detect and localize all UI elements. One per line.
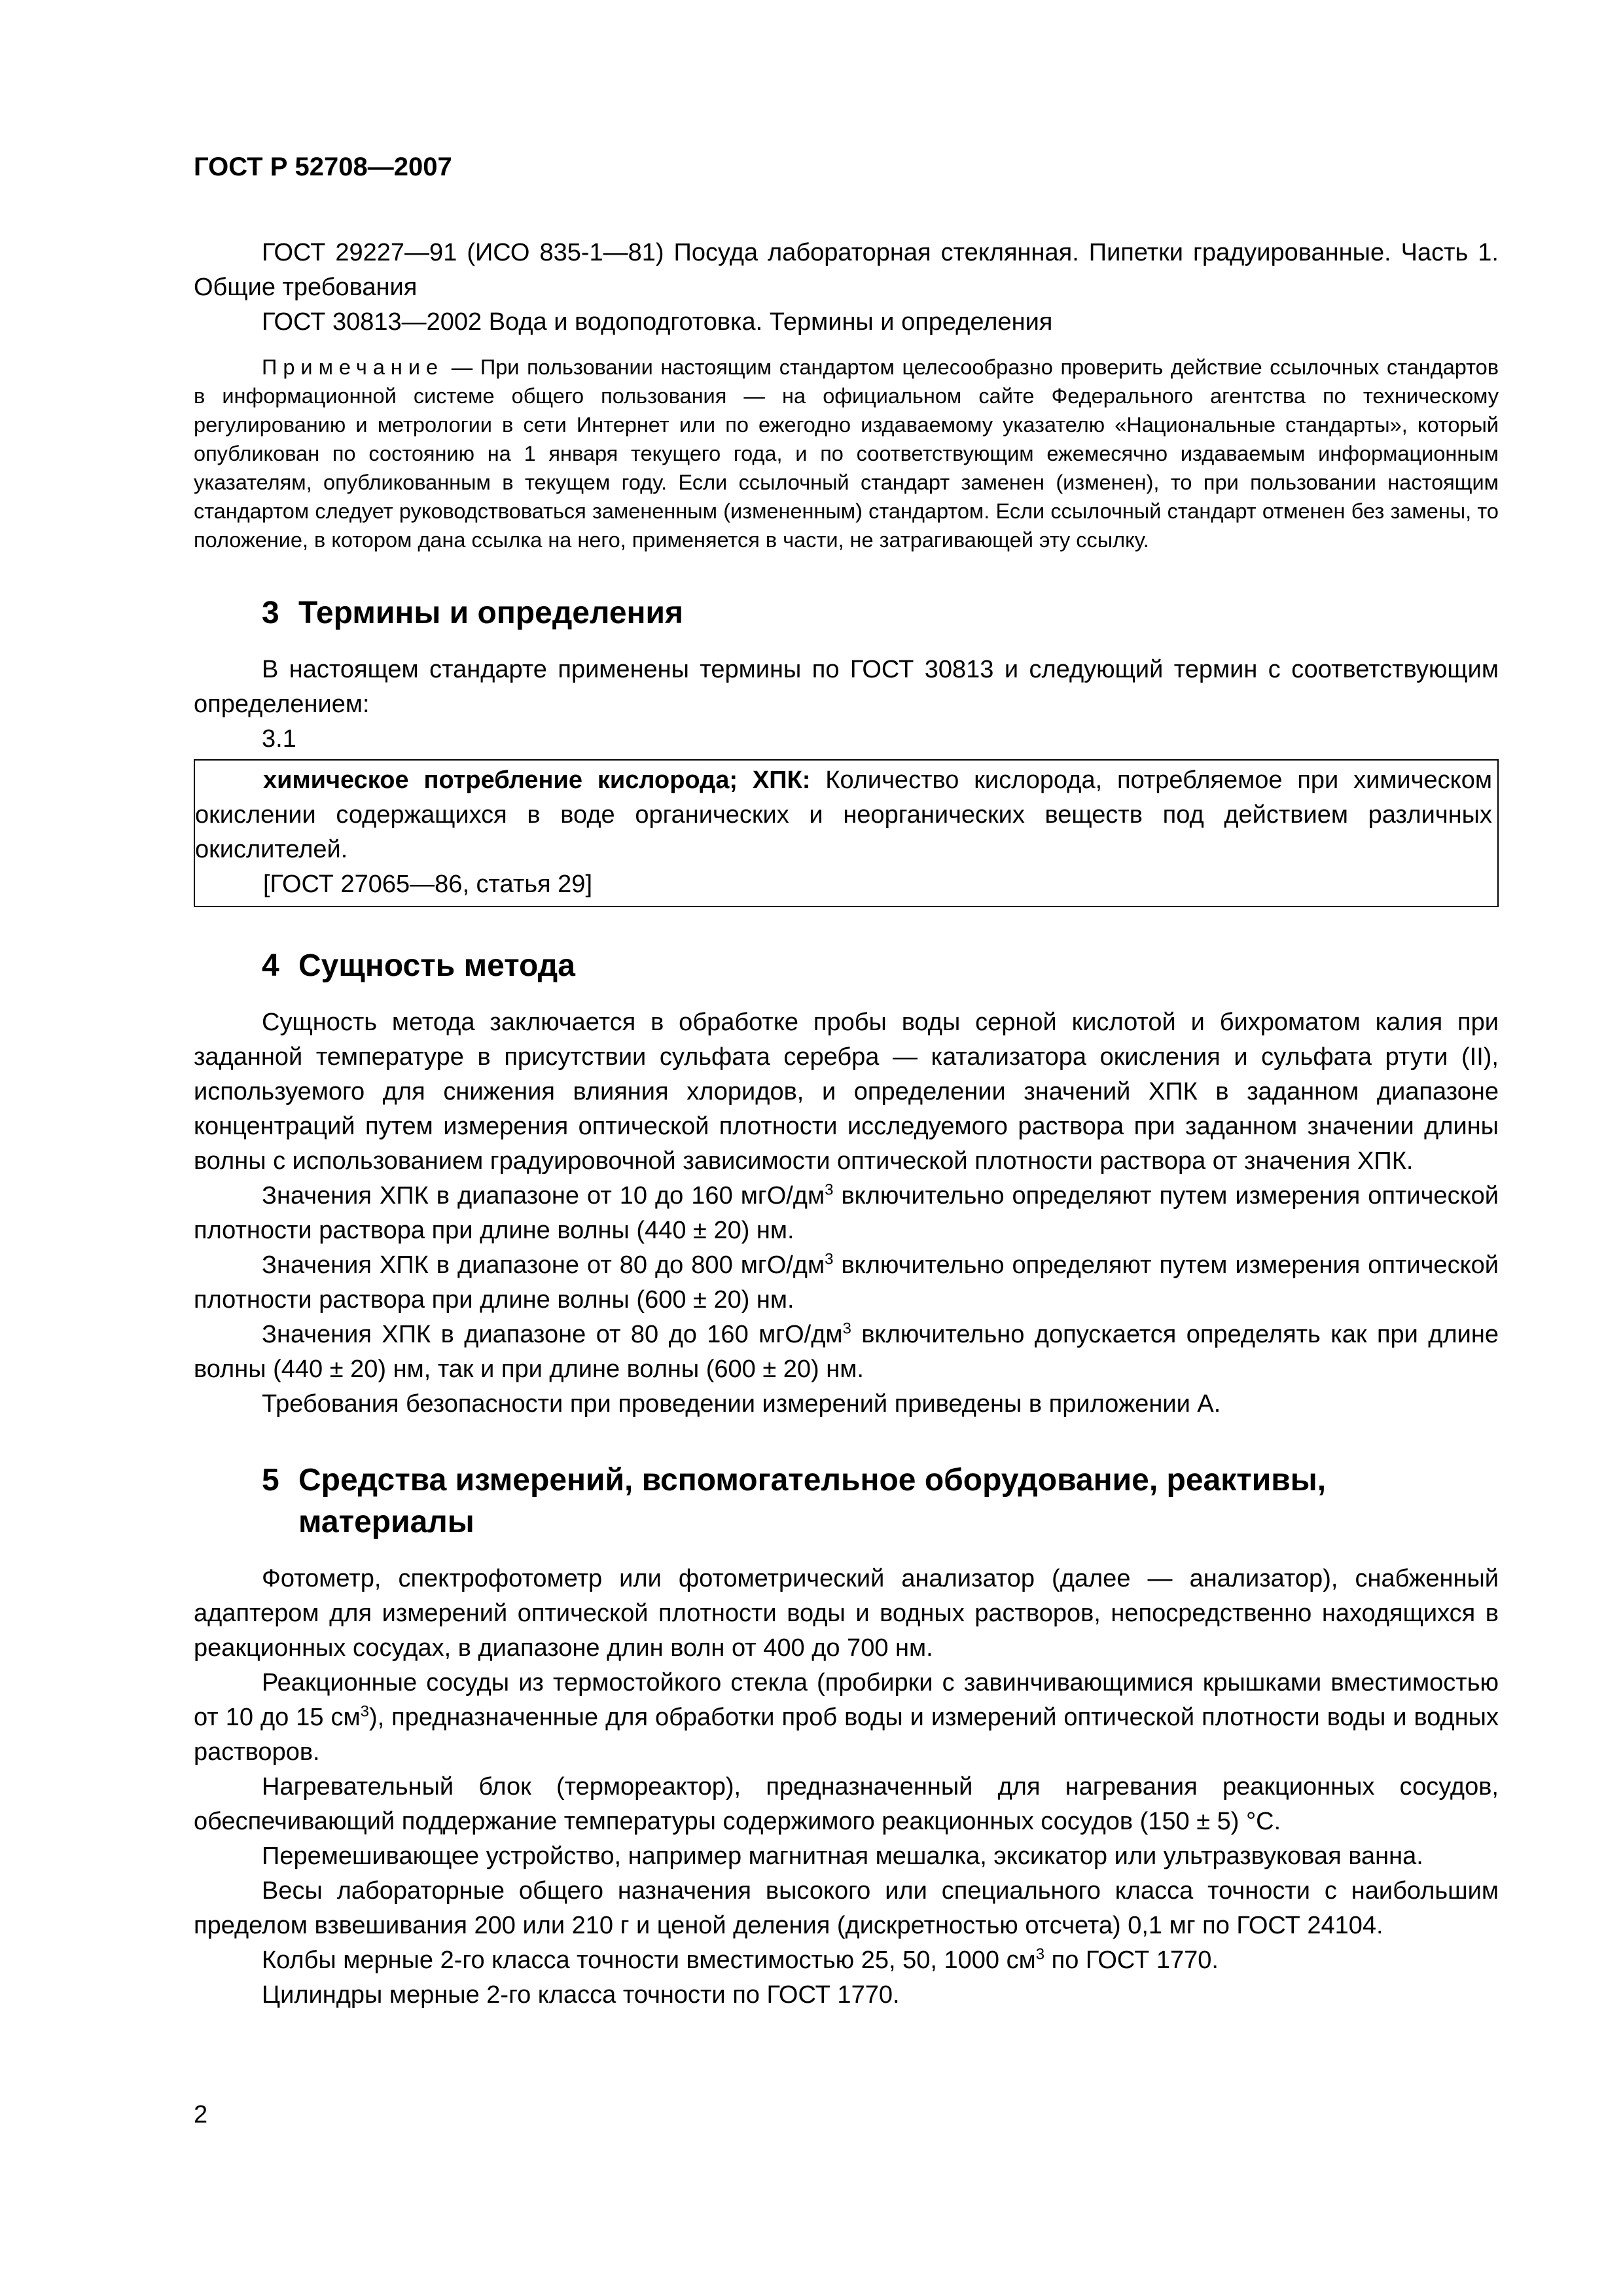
section-title: Средства измерений, вспомогательное оборудование, реактивы, материалы [298,1463,1327,1539]
superscript: 3 [825,1250,834,1268]
section-paragraph: Нагревательный блок (термореактор), предназначенный для нагревания реакционных сосудов, обеспечивающий поддержание температуры содержимого реакционных сосудов (150 ± 5) °С. [194,1773,1499,1835]
section-paragraph: Перемешивающее устройство, например магнитная мешалка, эксикатор или ультразвуковая ванна. [262,1842,1423,1870]
section-paragraph: Требования безопасности при проведении измерений приведены в приложении А. [262,1390,1221,1418]
page-number: 2 [194,2101,208,2128]
section-heading-5 [194,1460,1499,1543]
definition-paragraph [195,763,1492,867]
definition-source: [ГОСТ 27065—86, статья 29] [263,870,592,898]
text-run: включительно определяют путем измерения оптической плотности раствора при длине волны (600 ± 20) нм. [194,1251,1499,1314]
text-run: Значения ХПК в диапазоне от 80 до 160 мгО/дм [262,1321,843,1348]
section-paragraph [194,1248,1499,1318]
section-paragraph: Цилиндры мерные 2-го класса точности по ГОСТ 1770. [262,1981,900,2009]
text-run: Реакционные сосуды из термостойкого стекла (пробирки с завинчивающимися крышками вместимостью от 10 до 15 см [194,1669,1499,1731]
note-label: Примечание [262,355,444,379]
definition-box [194,759,1499,907]
text-run: ), предназначенные для обработки проб воды и измерений оптической плотности воды и водных растворов. [194,1704,1499,1766]
section-paragraph: В настоящем стандарте применены термины по ГОСТ 30813 и следующий термин с соответствующим определением: [194,656,1499,718]
note-text: — При пользовании настоящим стандартом целесообразно проверить действие ссылочных стандартов в информационной системе общего пользования — на официальном сайте Федерального агентства по техническому регулированию и метрологии в сети Интернет или по ежегодно издаваемому указателю «Национальные стандарты», который опубликован по состоянию на 1 января текущего года, и по соответствующим ежемесячно издаваемым информационным указателям, опубликованным в текущем году. Если ссылочный стандарт заменен (изменен), то при пользовании настоящим стандартом следует руководствоваться замененным (измененным) стандартом. Если ссылочный стандарт отменен без замены, то положение, в котором дана ссылка на него, применяется в части, не затрагивающей эту ссылку. [194,355,1499,552]
text-run: включительно допускается определять как при длине волны (440 ± 20) нм, так и при длине волны (600 ± 20) нм. [194,1321,1499,1383]
section-number: 4 [262,948,279,983]
section-number: 5 [262,1463,279,1498]
section-title: Термины и определения [298,596,684,630]
section-paragraph [194,1318,1499,1387]
section-paragraph: Фотометр, спектрофотометр или фотометрический анализатор (далее — анализатор), снабженный адаптером для измерений оптической плотности воды и водных растворов, непосредственно находящихся в реакционных сосудах, в диапазоне длин волн от 400 до 700 нм. [194,1565,1499,1662]
clause-number: 3.1 [262,725,296,753]
text-run: Значения ХПК в диапазоне от 10 до 160 мгО/дм [262,1182,825,1210]
section-paragraph [194,1943,1499,1978]
text-run: по ГОСТ 1770. [1044,1946,1219,1974]
superscript: 3 [1035,1945,1045,1964]
term: химическое потребление кислорода; ХПК: [263,766,811,794]
note-paragraph [194,353,1499,554]
document-page [194,151,1499,2013]
section-paragraph: Весы лабораторные общего назначения высокого или специального класса точности с наибольшим пределом взвешивания 200 или 210 г и ценой деления (дискретностью отсчета) 0,1 мг по ГОСТ 24104. [194,1877,1499,1939]
section-paragraph [194,1666,1499,1770]
superscript: 3 [842,1319,851,1338]
reference-item: ГОСТ 29227—91 (ИСО 835-1—81) Посуда лабораторная стеклянная. Пипетки градуированные. Часть 1. Общие требования [194,239,1499,301]
section-title: Сущность метода [298,948,575,983]
document-header: ГОСТ Р 52708—2007 [194,152,452,181]
superscript: 3 [825,1181,834,1199]
section-paragraph: Сущность метода заключается в обработке пробы воды серной кислотой и бихроматом калия при заданной температуре в присутствии сульфата серебра — катализатора окисления и сульфата ртути (II), используемого для снижения влияния хлоридов, и определении значений ХПК в заданном диапазоне концентраций путем измерения оптической плотности исследуемого раствора при заданном значении длины волны с использованием градуировочной зависимости оптической плотности раствора от значения ХПК. [194,1009,1499,1175]
definition-text: Количество кислорода, потребляемое при химическом окислении содержащихся в воде органических и неорганических веществ под действием различных окислителей. [195,766,1492,863]
text-run: включительно определяют путем измерения оптической плотности раствора при длине волны (440 ± 20) нм. [194,1182,1499,1244]
section-number: 3 [262,596,279,630]
text-run: Значения ХПК в диапазоне от 80 до 800 мгО/дм [262,1251,825,1279]
superscript: 3 [360,1702,369,1721]
text-run: Колбы мерные 2-го класса точности вместимостью 25, 50, 1000 см [262,1946,1036,1974]
section-heading-3 [194,592,1499,634]
reference-item: ГОСТ 30813—2002 Вода и водоподготовка. Термины и определения [262,308,1053,336]
section-paragraph [194,1179,1499,1248]
section-heading-4 [194,945,1499,987]
